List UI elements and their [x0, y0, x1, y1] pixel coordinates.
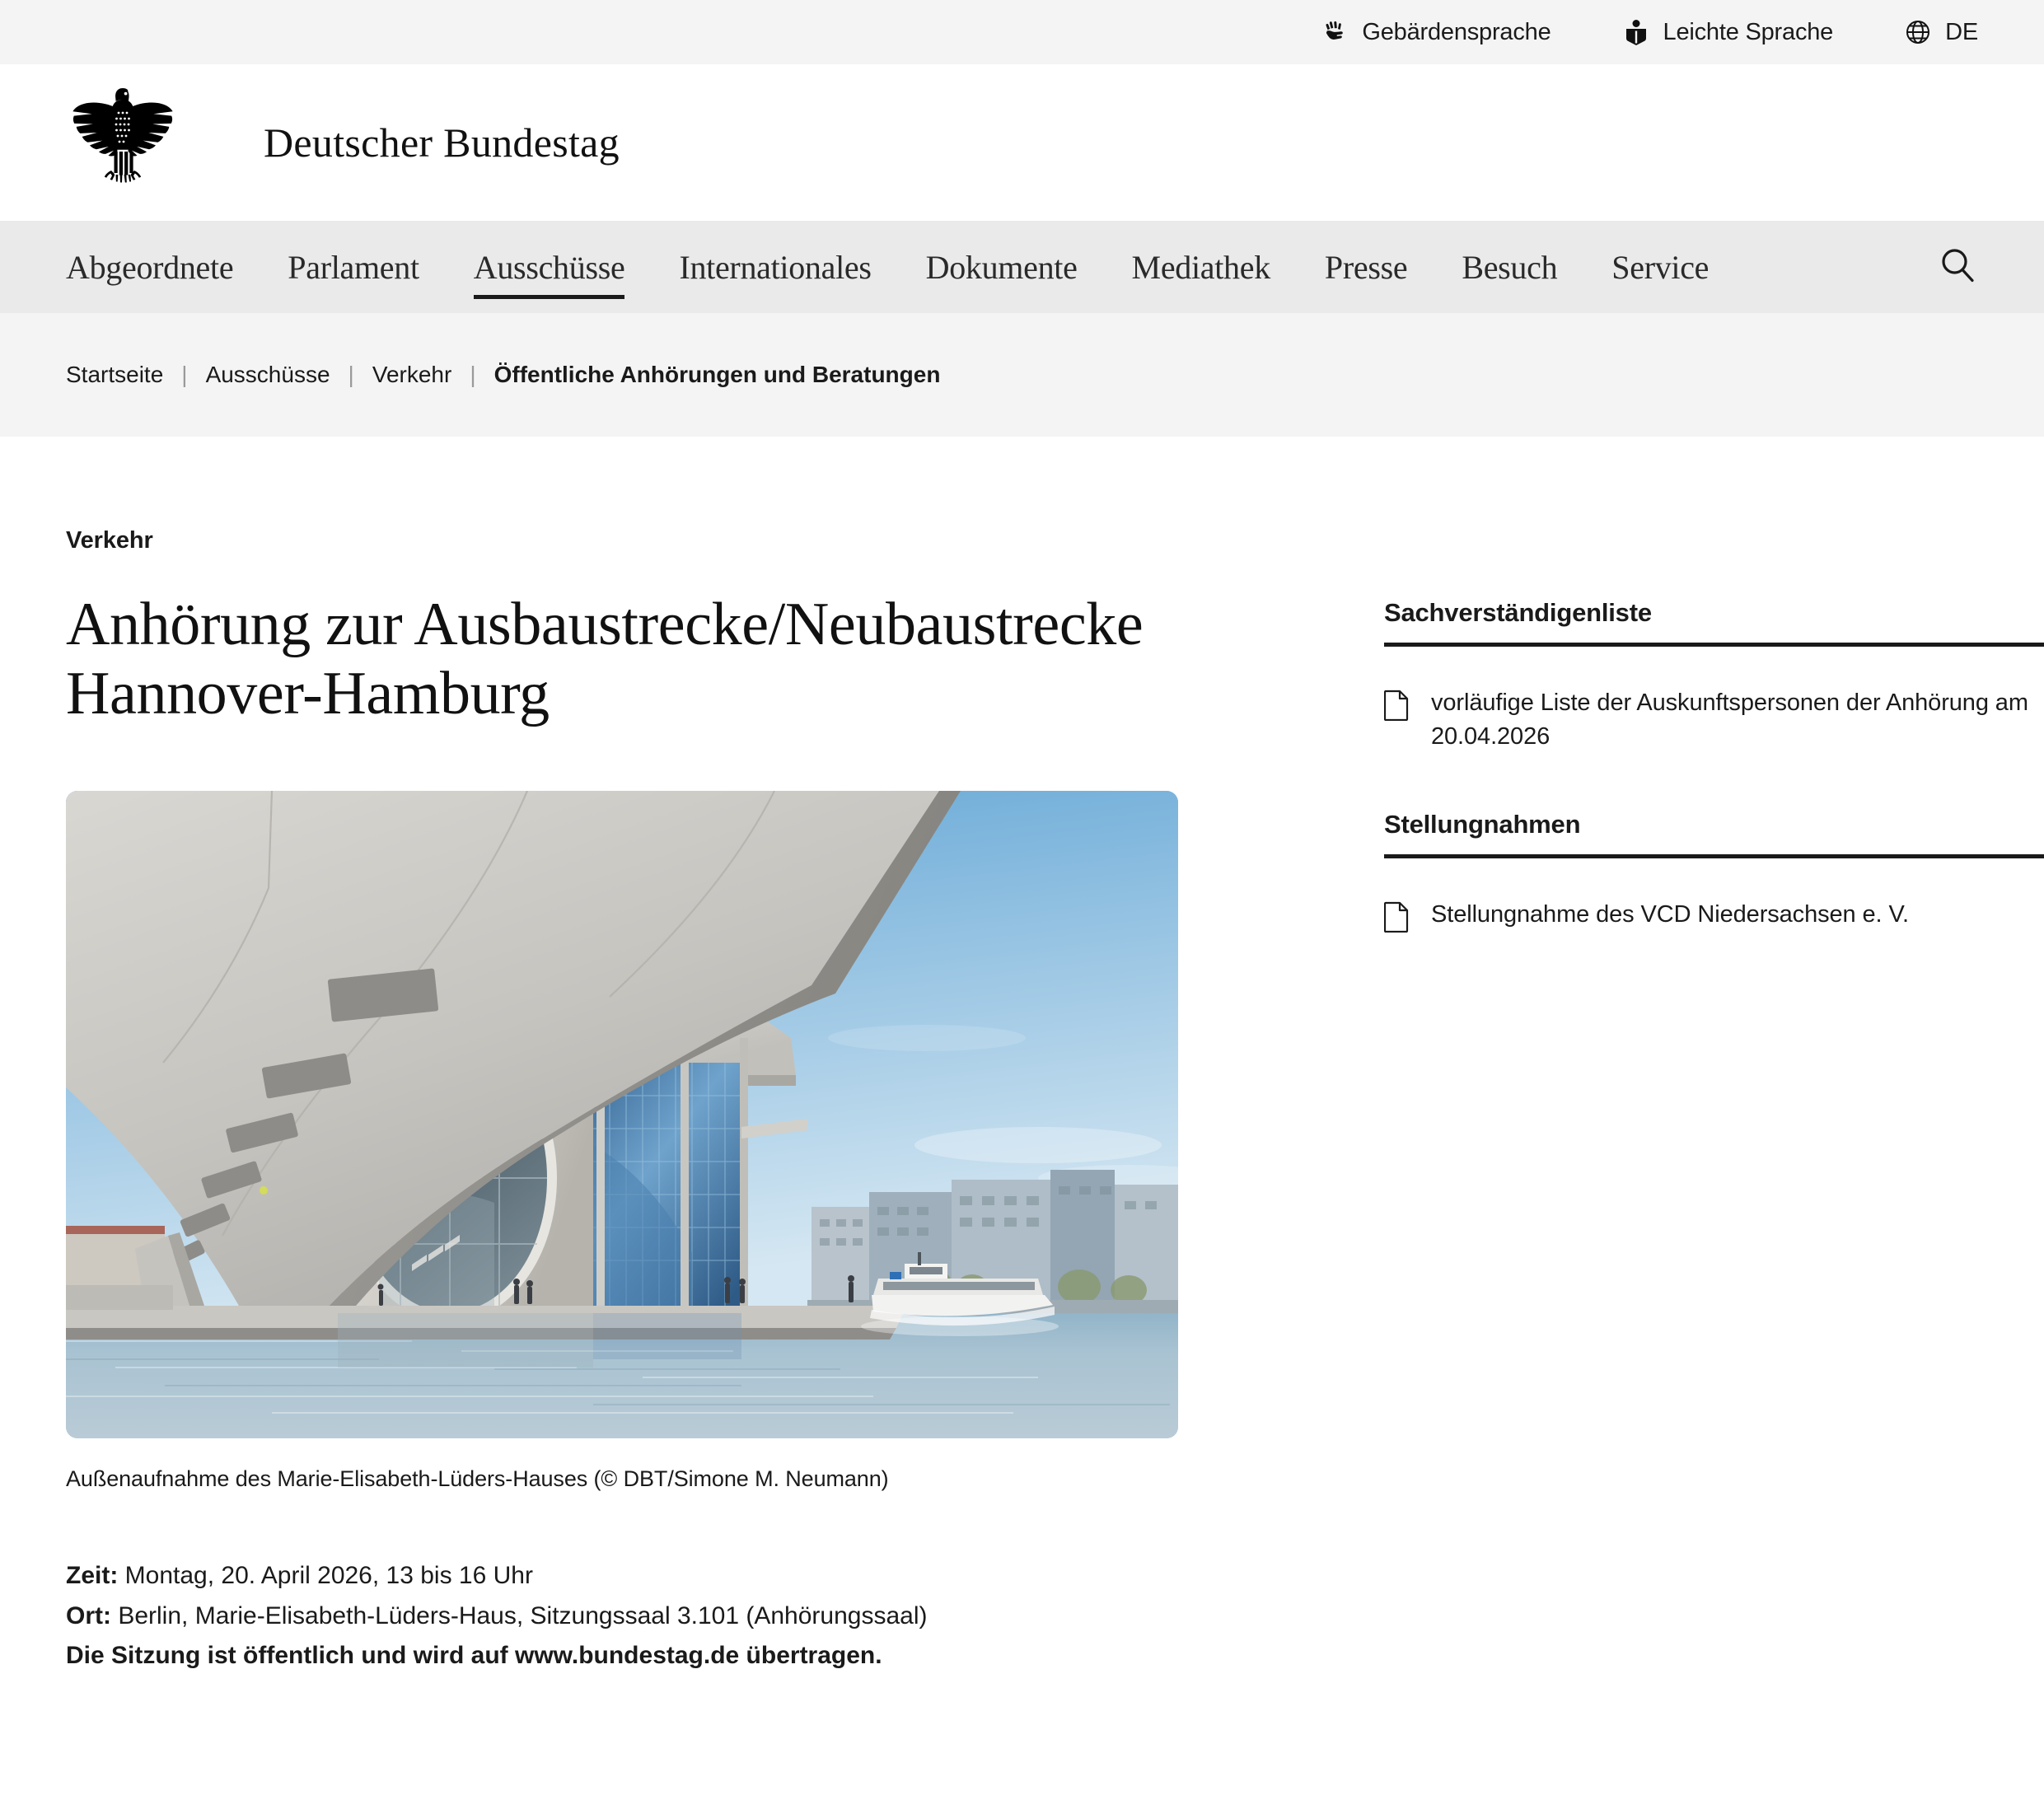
event-time-row [66, 1556, 1285, 1597]
breadcrumb-separator: | [348, 362, 354, 387]
nav-item-mediathek[interactable] [1132, 221, 1270, 313]
sidebar [1285, 437, 2044, 1676]
nav-item-internationales[interactable] [679, 221, 871, 313]
sidebar-heading: Sachverständigenliste [1384, 598, 1652, 627]
nav-label: Mediathek [1131, 248, 1270, 286]
search-button[interactable] [1929, 221, 1986, 313]
nav-item-ausschuesse[interactable] [474, 221, 625, 313]
sign-language-link[interactable] [1321, 18, 1551, 46]
main-navigation [0, 221, 2044, 313]
language-switcher[interactable] [1904, 18, 1978, 46]
breadcrumb-bar [0, 313, 2044, 437]
sidebar-heading: Stellungnahmen [1384, 810, 1581, 839]
image-caption: Außenaufnahme des Marie-Elisabeth-Lüders-Hauses (© DBT/Simone M. Neumann) [66, 1466, 889, 1492]
page-kicker: Verkehr [66, 527, 153, 554]
event-place-row [66, 1597, 1285, 1637]
breadcrumb-separator: | [181, 362, 188, 387]
site-title: Deutscher Bundestag [264, 119, 620, 166]
bundestag-eagle-logo-icon[interactable] [66, 85, 180, 200]
sidebar-link-label: Stellungnahme des VCD Niedersachsen e. V. [1431, 901, 1910, 928]
easy-language-link[interactable] [1622, 18, 1834, 46]
hero-image [66, 791, 1178, 1438]
breadcrumb-item-startseite[interactable]: Startseite [66, 362, 164, 387]
nav-label: Internationales [679, 248, 872, 286]
nav-item-service[interactable] [1611, 221, 1709, 313]
site-header [0, 64, 2044, 221]
search-icon [1939, 246, 1976, 288]
event-place-label: Ort: [66, 1601, 111, 1629]
sidebar-document-link-vcd-statement[interactable] [1384, 898, 2044, 933]
nav-label: Besuch [1462, 248, 1558, 286]
sidebar-section-sachverstaendigenliste [1384, 598, 2044, 754]
nav-label: Presse [1324, 248, 1408, 286]
page-content [0, 437, 2044, 1676]
main-column [66, 437, 1285, 1676]
document-icon [1384, 901, 1409, 933]
breadcrumb-item-current: Öffentliche Anhörungen und Beratungen [493, 362, 941, 387]
globe-icon [1904, 18, 1932, 46]
sign-language-label: Gebärdensprache [1362, 18, 1551, 45]
hero-image-block [66, 791, 1285, 1492]
event-time-label: Zeit: [66, 1562, 119, 1590]
nav-label: Parlament [288, 248, 419, 286]
event-info-block [66, 1556, 1285, 1676]
breadcrumb-item-ausschuesse[interactable]: Ausschüsse [205, 362, 330, 387]
sidebar-section-stellungnahmen [1384, 810, 2044, 933]
nav-item-list [66, 221, 1904, 313]
sidebar-divider [1384, 854, 2044, 858]
page-title: Anhörung zur Ausbaustrecke/Neubaustrecke Hannover-Hamburg [66, 591, 1144, 727]
nav-label: Dokumente [925, 248, 1078, 286]
breadcrumb-separator: | [470, 362, 476, 387]
document-icon [1384, 690, 1409, 721]
nav-label: Abgeordnete [66, 248, 234, 286]
nav-item-besuch[interactable] [1462, 221, 1557, 313]
event-public-note: Die Sitzung ist öffentlich und wird auf www.bundestag.de übertragen. [66, 1642, 882, 1670]
event-time-value: Montag, 20. April 2026, 13 bis 16 Uhr [118, 1562, 533, 1590]
nav-item-abgeordnete[interactable] [66, 221, 233, 313]
nav-label: Ausschüsse [473, 248, 625, 286]
easy-language-label: Leichte Sprache [1663, 18, 1834, 45]
nav-item-parlament[interactable] [288, 221, 419, 313]
sidebar-link-label: vorläufige Liste der Auskunftspersonen der Anhörung am 20.04.2026 [1431, 690, 2028, 750]
nav-item-dokumente[interactable] [926, 221, 1078, 313]
easy-language-book-icon [1622, 18, 1650, 46]
nav-label: Service [1611, 248, 1710, 286]
nav-item-presse[interactable] [1325, 221, 1407, 313]
sign-language-hand-icon [1321, 18, 1349, 46]
top-utility-bar [0, 0, 2044, 64]
breadcrumb-item-verkehr[interactable]: Verkehr [372, 362, 452, 387]
event-place-value: Berlin, Marie-Elisabeth-Lüders-Haus, Sitzungssaal 3.101 (Anhörungssaal) [111, 1601, 928, 1629]
sidebar-divider [1384, 643, 2044, 647]
breadcrumb [66, 362, 940, 388]
sidebar-document-link-expert-list[interactable] [1384, 686, 2044, 754]
language-label: DE [1945, 18, 1978, 45]
